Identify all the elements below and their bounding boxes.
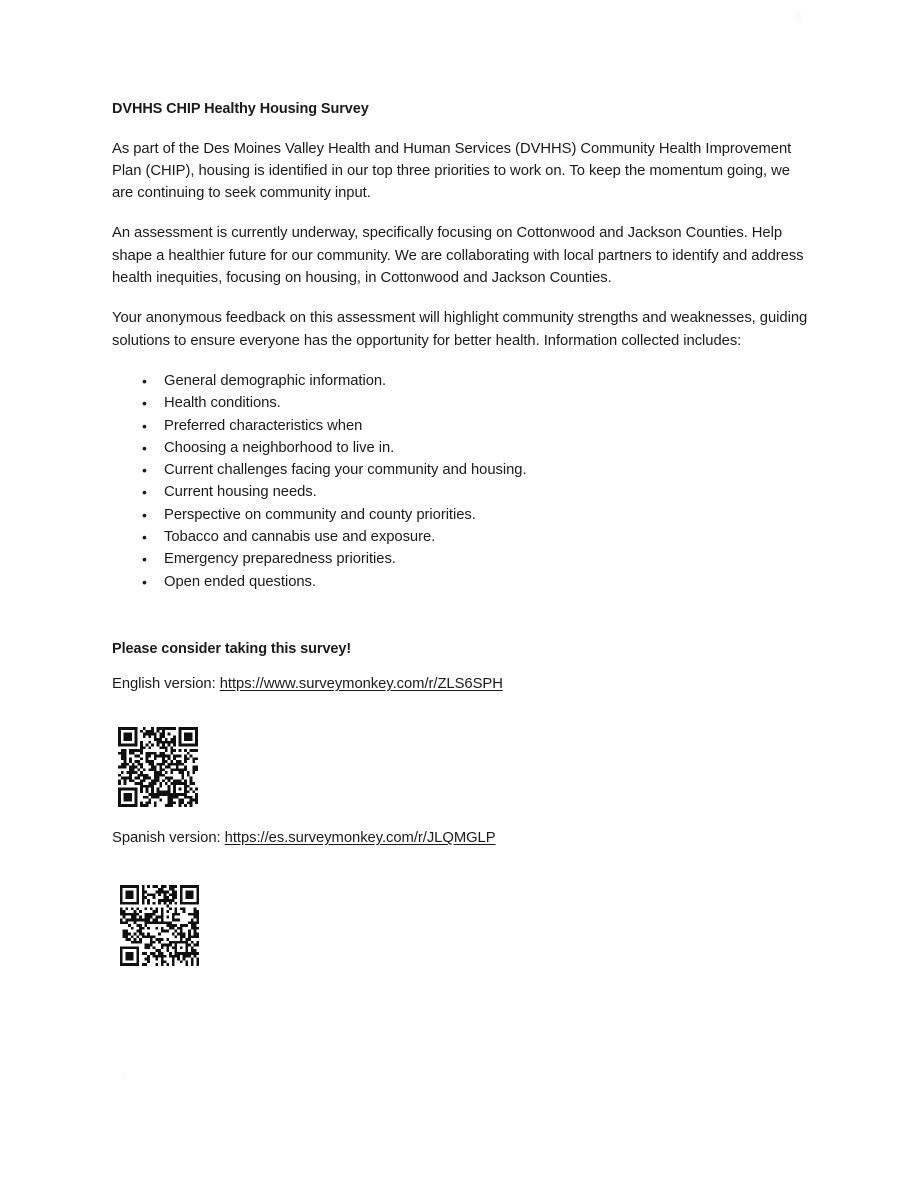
spanish-survey-line bbox=[112, 830, 496, 846]
bullet-icon: • bbox=[142, 484, 147, 501]
bullet-icon: • bbox=[142, 506, 147, 523]
intro-paragraph-2: An assessment is currently underway, specifically focusing on Cottonwood and Jackson Counties. Help shape a healthier future for our community. We are collaborating with local partners to identify and address health inequities, focusing on housing, in Cottonwood and Jackson Counties. bbox=[112, 225, 804, 287]
bullet-icon: • bbox=[142, 573, 147, 590]
qr-code-spanish-survey[interactable] bbox=[120, 885, 199, 966]
bullet-icon: • bbox=[142, 439, 147, 456]
bullet-icon: • bbox=[142, 529, 147, 546]
qr-code-english-survey[interactable] bbox=[118, 727, 198, 807]
list-item-label: Health conditions. bbox=[164, 395, 281, 412]
english-version-label: English version: bbox=[112, 676, 216, 692]
intro-paragraph-1: As part of the Des Moines Valley Health and Human Services (DVHHS) Community Health Improvement Plan (CHIP), housing is identified in our top three priorities to work on. To keep the momentum going, we are continuing to seek community input. bbox=[112, 140, 792, 202]
english-survey-line bbox=[112, 676, 503, 692]
list-item-label: Current housing needs. bbox=[164, 484, 317, 501]
bullet-icon: • bbox=[142, 462, 147, 479]
list-item-label: Choosing a neighborhood to live in. bbox=[164, 439, 395, 456]
bullet-icon: • bbox=[142, 395, 147, 412]
list-item-label: Current challenges facing your community and housing. bbox=[164, 462, 527, 479]
list-item-label: Tobacco and cannabis use and exposure. bbox=[164, 529, 436, 546]
list-item bbox=[112, 415, 812, 437]
information-collected-list bbox=[112, 370, 812, 593]
spanish-survey-link[interactable]: https://es.surveymonkey.com/r/JLQMGLP bbox=[224, 830, 496, 846]
list-item-label: General demographic information. bbox=[164, 372, 387, 389]
bullet-icon: • bbox=[142, 551, 147, 568]
list-item bbox=[112, 370, 812, 392]
list-item-label: Preferred characteristics when bbox=[164, 417, 363, 434]
intro-paragraph-3: Your anonymous feedback on this assessment will highlight community strengths and weaknesses, guiding solutions to ensure everyone has the opportunity for better health. Information collected includes: bbox=[112, 310, 808, 349]
scan-artifact-top bbox=[793, 12, 802, 24]
bullet-icon: • bbox=[142, 417, 147, 434]
list-item-label: Open ended questions. bbox=[164, 573, 316, 590]
list-item-label: Perspective on community and county priorities. bbox=[164, 506, 476, 523]
list-item bbox=[112, 459, 812, 481]
list-item bbox=[112, 481, 812, 503]
spanish-version-label: Spanish version: bbox=[112, 830, 221, 846]
list-item bbox=[112, 526, 812, 548]
scan-artifact-bottom bbox=[121, 1072, 128, 1080]
list-item bbox=[112, 571, 812, 593]
list-item bbox=[112, 548, 812, 570]
bullet-icon: • bbox=[142, 372, 147, 389]
survey-call-to-action: Please consider taking this survey! bbox=[112, 641, 352, 657]
list-item bbox=[112, 392, 812, 414]
page-title: DVHHS CHIP Healthy Housing Survey bbox=[112, 101, 369, 117]
list-item bbox=[112, 437, 812, 459]
list-item-label: Emergency preparedness priorities. bbox=[164, 551, 396, 568]
english-survey-link[interactable]: https://www.surveymonkey.com/r/ZLS6SPH bbox=[219, 676, 503, 692]
document-body bbox=[112, 100, 812, 593]
list-item bbox=[112, 504, 812, 526]
